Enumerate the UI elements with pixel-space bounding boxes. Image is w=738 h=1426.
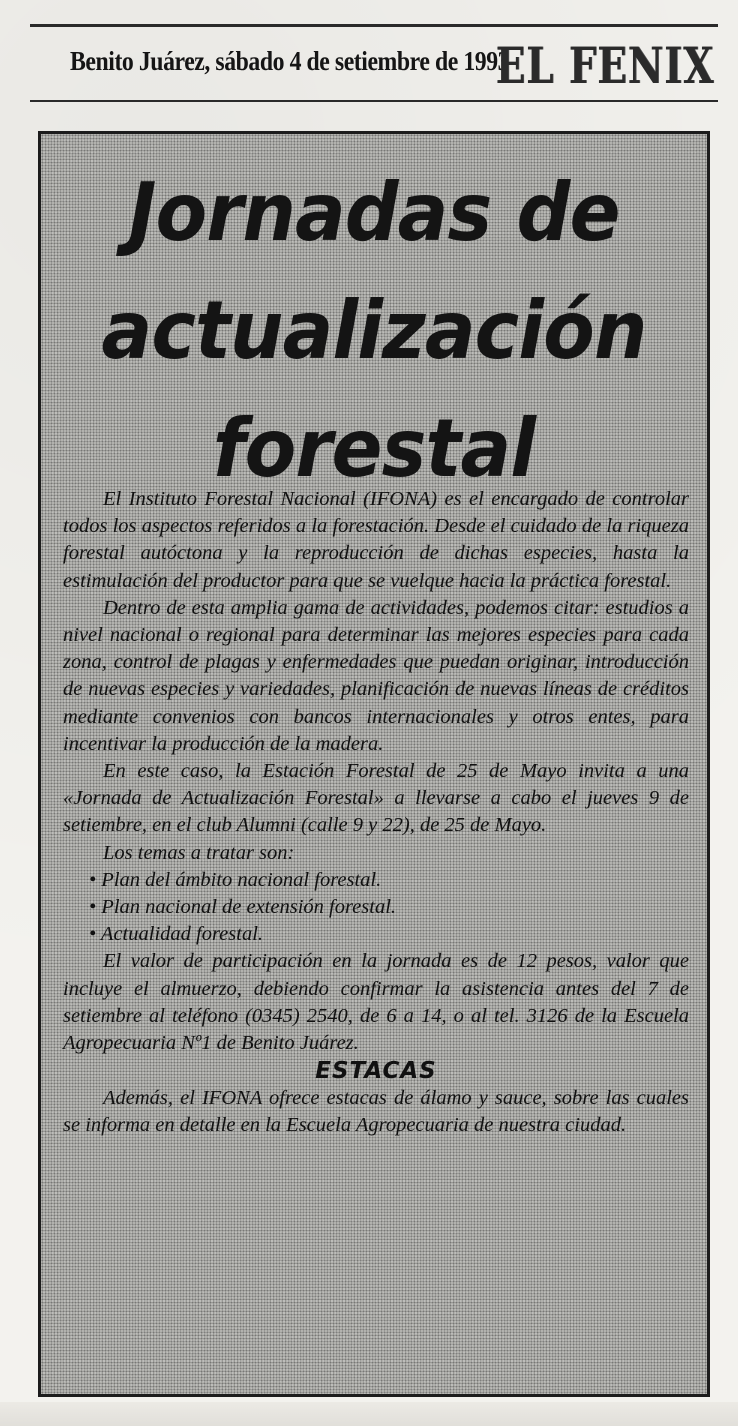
subhead-estacas: ESTACAS: [315, 1058, 437, 1085]
article-box: [38, 131, 710, 1397]
paragraph-invitation: En este caso, la Estación Forestal de 25 de Mayo invita a una «Jornada de Actualización Forestal» a llevarse a cabo el jueves 9 de setiembre, en el club Alumni (calle 9 y 22), de 25 de Mayo.: [63, 760, 689, 837]
dateline: Benito Juárez, sábado 4 de setiembre de 1993: [70, 46, 510, 76]
paragraph-estacas: Además, el IFONA ofrece estacas de álamo y sauce, sobre las cuales se informa en detalle en la Escuela Agropecuaria de nuestra ciudad.: [63, 1087, 689, 1137]
topic-item: • Actualidad forestal.: [89, 923, 264, 946]
topic-item: • Plan nacional de extensión forestal.: [89, 896, 397, 919]
paragraph-cost: El valor de participación en la jornada es de 12 pesos, valor que incluye el almuerzo, debiendo confirmar la asistencia antes del 7 de setiembre al teléfono (0345) 2540, de 6 a 14, o al tel. 3126 de la Escuela Agropecuaria Nº1 de Benito Juárez.: [63, 950, 689, 1055]
paragraph-activities: Dentro de esta amplia gama de actividades, podemos citar: estudios a nivel nacional o regional para determinar las mejores especies para cada zona, control de plagas y enfermedades que puedan originar, introducción de nuevas especies y variedades, planificación de nuevas líneas de créditos mediante convenios con bancos internacionales y otros entes, para incentivar la producción de la madera.: [63, 596, 689, 755]
headline-line-2: actualización: [101, 284, 647, 377]
headline-line-1: Jornadas de: [128, 166, 620, 259]
headline-line-3: forestal: [212, 402, 536, 495]
topic-item: • Plan del ámbito nacional forestal.: [89, 868, 382, 891]
paragraph-topics-intro: Los temas a tratar son:: [103, 841, 295, 864]
article-headline: [41, 154, 707, 508]
page-bottom-edge: [0, 1402, 738, 1426]
newspaper-name: EL FENIX: [495, 36, 714, 95]
paragraph-ifona: El Instituto Forestal Nacional (IFONA) es el encargado de controlar todos los aspectos referidos a la forestación. Desde el cuidado de la riqueza forestal autóctona y la reproducción de dichas especies, hasta la estimulación del productor para que se vuelque hacia la práctica forestal.: [63, 488, 689, 592]
article-body: [63, 486, 689, 1140]
masthead: [30, 30, 718, 98]
masthead-rule: [30, 100, 718, 102]
top-rule: [30, 24, 718, 27]
